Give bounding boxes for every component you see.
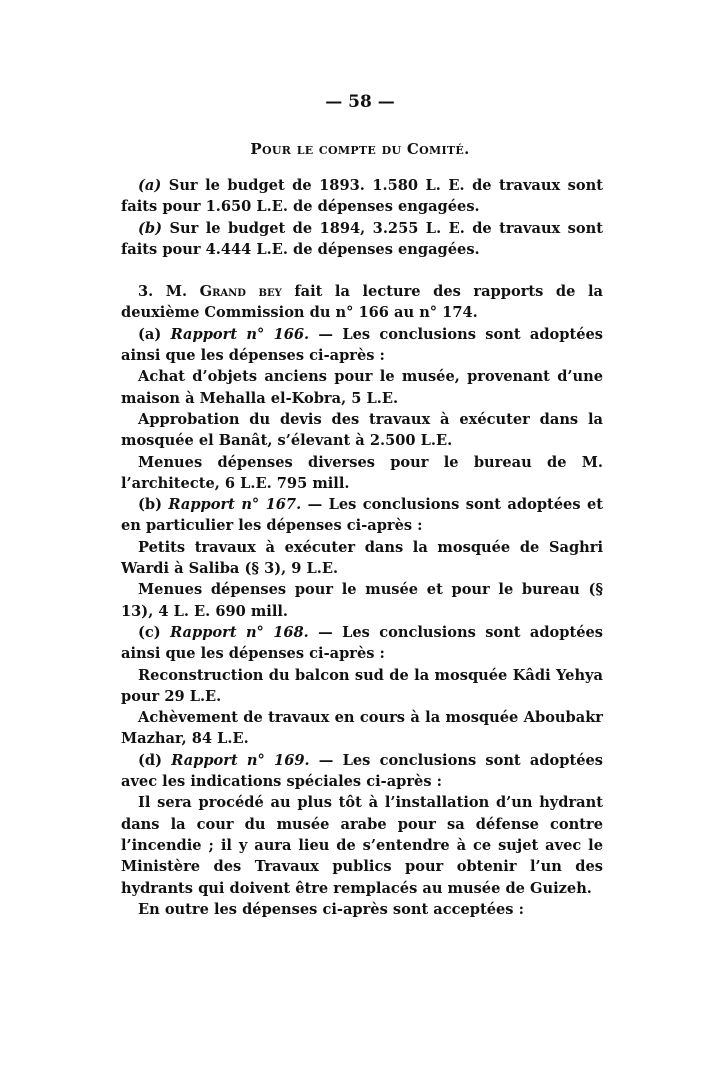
paragraph-rapport-167	[121, 494, 603, 537]
paragraph-p1: Achat d’objets anciens pour le musée, provenant d’une maison à Mehalla el-Kobra, 5 L.E.	[121, 368, 603, 407]
text-b: Sur le budget de 1894, 3.255 L. E. de travaux sont faits pour 4.444 L.E. de dépenses engagées.	[121, 219, 603, 258]
r167-label: (b)	[138, 496, 169, 514]
text-a: Sur le budget de 1893. 1.580 L. E. de travaux sont faits pour 1.650 L.E. de dépenses engagées.	[121, 177, 603, 216]
paragraph-p9: En outre les dépenses ci-après sont acceptées :	[138, 900, 524, 918]
r168-title: Rapport n° 168.	[170, 623, 309, 641]
paragraph-rapport-166	[121, 324, 603, 367]
paragraph-p5: Menues dépenses pour le musée et pour le bureau (§ 13), 4 L. E. 690 mill.	[121, 581, 603, 620]
r166-title: Rapport n° 166.	[170, 325, 310, 343]
r169-title: Rapport n° 169.	[171, 751, 310, 769]
item3-start: 3. M.	[138, 283, 200, 301]
paragraph-p2: Approbation du devis des travaux à exécuter dans la mosquée el Banât, s’élevant à 2.500 L.E.	[121, 410, 603, 450]
item3-rest: fait la lecture des rapports de la deuxième Commission du n° 166 au n° 174.	[121, 283, 603, 322]
label-b: (b)	[138, 219, 163, 237]
paragraph-rapport-169	[121, 750, 603, 793]
r168-label: (c)	[138, 623, 171, 641]
paragraph-p4: Petits travaux à exécuter dans la mosquée de Saghri Wardi à Saliba (§ 3), 9 L.E.	[121, 538, 603, 578]
r168-text: — Les conclusions sont adoptées ainsi que les dépenses ci-après :	[121, 623, 603, 663]
body-text	[121, 175, 603, 920]
paragraph-item-3	[121, 281, 603, 324]
r167-title: Rapport n° 167.	[168, 496, 302, 514]
r169-label: (d)	[138, 751, 172, 769]
paragraph-a	[121, 175, 603, 218]
r169-text: — Les conclusions sont adoptées avec les indications spéciales ci-après :	[121, 751, 603, 791]
r166-text: — Les conclusions sont adoptées ainsi que les dépenses ci-après :	[121, 325, 603, 365]
label-a: (a)	[138, 177, 162, 194]
r167-text: — Les conclusions sont adoptées et en particulier les dépenses ci-après :	[121, 496, 603, 535]
page-number: — 58 —	[325, 92, 395, 112]
item3-name: Grand bey	[199, 283, 282, 301]
paragraph-rapport-168	[121, 622, 603, 665]
paragraph-b	[121, 218, 603, 261]
paragraph-p7: Achèvement de travaux en cours à la mosquée Aboubakr Mazhar, 84 L.E.	[121, 709, 603, 748]
paragraph-p3: Menues dépenses diverses pour le bureau de M. l’architecte, 6 L.E. 795 mill.	[121, 453, 603, 492]
r166-label: (a)	[138, 325, 171, 343]
section-heading-text: Pour le compte du Comité.	[250, 140, 470, 158]
section-heading	[0, 140, 720, 158]
paragraph-p8: Il sera procédé au plus tôt à l’installation d’un hydrant dans la cour du musée arabe pour sa défense contre l’incendie ; il y aura lieu de s’entendre à ce sujet avec le Ministère des Travaux publics pour obtenir l’un des hydrants qui doivent être remplacés au musée de Guizeh.	[121, 794, 603, 897]
paragraph-p6: Reconstruction du balcon sud de la mosquée Kâdi Yehya pour 29 L.E.	[121, 666, 603, 705]
